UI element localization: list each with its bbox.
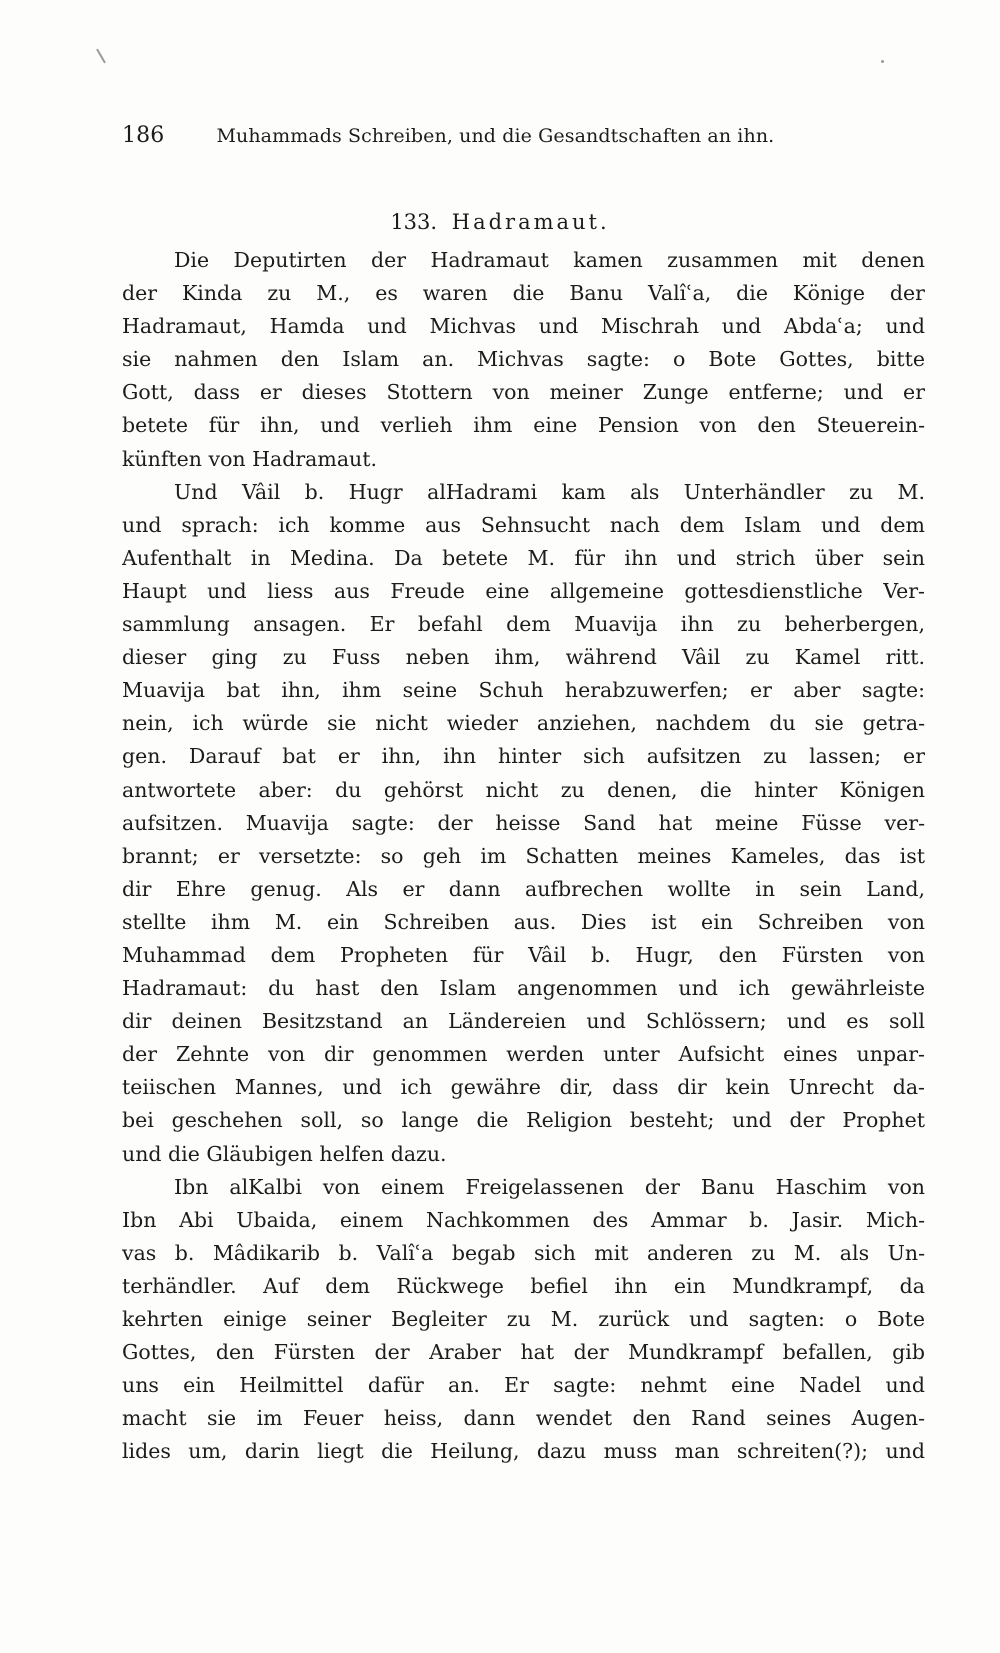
text-line: dir Ehre genug. Als er dann aufbrechen wollte in sein Land, bbox=[122, 876, 925, 901]
text-line: sie nahmen den Islam an. Michvas sagte: o Bote Gottes, bitte bbox=[122, 347, 925, 372]
text-line: lides um, darin liegt die Heilung, dazu muss man schreiten(?); und bbox=[122, 1439, 925, 1464]
text-line: Muavija bat ihn, ihm seine Schuh herabzuwerfen; er aber sagte: bbox=[122, 678, 925, 703]
section-number: 133. bbox=[390, 210, 438, 234]
text-line: Haupt und liess aus Freude eine allgemeine gottesdienstliche Ver- bbox=[122, 578, 925, 603]
scan-speck bbox=[881, 60, 884, 63]
text-line: antwortete aber: du gehörst nicht zu denen, die hinter Königen bbox=[122, 777, 925, 802]
text-line: kehrten einige seiner Begleiter zu M. zurück und sagten: o Bote bbox=[122, 1307, 925, 1331]
text-line: stellte ihm M. ein Schreiben aus. Dies ist ein Schreiben von bbox=[122, 909, 925, 934]
text-line: dir deinen Besitzstand an Ländereien und Schlössern; und es soll bbox=[122, 1009, 925, 1034]
text-line: nein, ich würde sie nicht wieder anziehen, nachdem du sie getra- bbox=[122, 711, 925, 736]
text-line: vas b. Mâdikarib b. Valîʿa begab sich mit anderen zu M. als Un- bbox=[122, 1240, 925, 1265]
text-line: Aufenthalt in Medina. Da betete M. für ihn und strich über sein bbox=[122, 545, 925, 570]
section-heading bbox=[0, 208, 1000, 236]
text-line: und die Gläubigen helfen dazu. bbox=[122, 1141, 447, 1166]
text-line: dieser ging zu Fuss neben ihm, während Vâil zu Kamel ritt. bbox=[122, 645, 925, 670]
text-line: betete für ihn, und verlieh ihm eine Pension von den Steuerein- bbox=[122, 413, 925, 438]
text-line: aufsitzen. Muavija sagte: der heisse Sand hat meine Füsse ver- bbox=[122, 810, 925, 835]
running-title: Muhammads Schreiben, und die Gesandtschaften an ihn. bbox=[216, 125, 775, 147]
text-line: Ibn alKalbi von einem Freigelassenen der Banu Haschim von bbox=[174, 1174, 925, 1199]
page-number: 186 bbox=[122, 123, 165, 148]
text-line: gen. Darauf bat er ihn, ihn hinter sich aufsitzen zu lassen; er bbox=[122, 744, 925, 769]
text-line: Hadramaut, Hamda und Michvas und Mischrah und Abdaʿa; und bbox=[122, 314, 925, 339]
text-line: und sprach: ich komme aus Sehnsucht nach dem Islam und dem bbox=[122, 512, 925, 537]
text-line: Die Deputirten der Hadramaut kamen zusammen mit denen bbox=[174, 248, 925, 272]
text-line: bei geschehen soll, so lange die Religion besteht; und der Prophet bbox=[122, 1108, 925, 1133]
text-line: Gott, dass er dieses Stottern von meiner Zunge entferne; und er bbox=[122, 380, 925, 405]
text-line: brannt; er versetzte: so geh im Schatten meines Kameles, das ist bbox=[122, 843, 925, 868]
text-line: sammlung ansagen. Er befahl dem Muavija ihn zu beherbergen, bbox=[122, 612, 925, 637]
running-header bbox=[122, 124, 842, 148]
text-line: künften von Hadramaut. bbox=[122, 446, 378, 471]
scan-speck bbox=[96, 49, 106, 64]
section-title: Hadramaut. bbox=[451, 210, 610, 234]
text-line: teiischen Mannes, und ich gewähre dir, dass dir kein Unrecht da- bbox=[122, 1075, 925, 1100]
text-line: Hadramaut: du hast den Islam angenommen und ich gewährleiste bbox=[122, 976, 925, 1001]
text-line: Muhammad dem Propheten für Vâil b. Hugr, den Fürsten von bbox=[122, 942, 925, 967]
text-line: Gottes, den Fürsten der Araber hat der Mundkrampf befallen, gib bbox=[122, 1340, 925, 1365]
text-line: der Zehnte von dir genommen werden unter Aufsicht eines unpar- bbox=[122, 1042, 925, 1067]
text-line: Ibn Abi Ubaida, einem Nachkommen des Ammar b. Jasir. Mich- bbox=[122, 1207, 925, 1232]
body-text bbox=[122, 244, 925, 1468]
text-line: Und Vâil b. Hugr alHadrami kam als Unterhändler zu M. bbox=[174, 479, 925, 504]
text-line: macht sie im Feuer heiss, dann wendet den Rand seines Augen- bbox=[122, 1406, 925, 1431]
text-line: der Kinda zu M., es waren die Banu Valîʿa, die Könige der bbox=[122, 281, 925, 306]
text-line: uns ein Heilmittel dafür an. Er sagte: nehmt eine Nadel und bbox=[122, 1373, 925, 1398]
text-line: terhändler. Auf dem Rückwege befiel ihn ein Mundkrampf, da bbox=[122, 1273, 925, 1298]
